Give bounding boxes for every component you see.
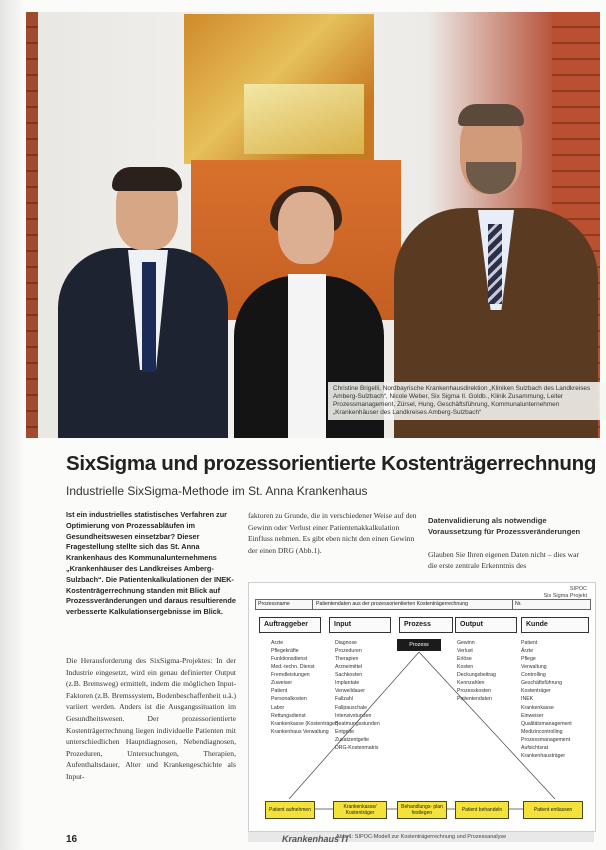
bar-process-label: Prozessname <box>256 600 313 609</box>
sipoc-list-item: Prozessmanagement <box>521 736 571 743</box>
header-process: Prozess <box>399 617 453 633</box>
sipoc-list-item: Deckungsbeitrag <box>457 672 496 679</box>
sipoc-list-item: Einweiser <box>521 712 544 719</box>
sipoc-list-item: Ärzte <box>521 648 534 655</box>
article-subtitle: Industrielle SixSigma-Methode im St. Anna Krankenhaus <box>66 484 368 498</box>
sipoc-list-item: Zuweiser <box>271 680 293 687</box>
header-supplier: Auftraggeber <box>259 617 321 633</box>
sipoc-list-item: Diagnose <box>335 640 357 646</box>
sipoc-list-item: Kostenträger <box>521 688 551 695</box>
sipoc-list-item: Med.-techn. Dienst <box>271 664 315 671</box>
article-lead: Ist ein industrielles statistisches Verfahren zur Optimierung von Prozessabläufen im Gesundheitswesen einsetzbar? Dieser Fragestellung stellte sich das St. Anna Krankenhaus des Kommunalunternehmens „Krankenhäuser des Landkreises Amberg-Sulzbach“. Die Patientenkalkulationen der INEK-Kostenträgerrechnung standen mit Blick auf Prozessveränderungen und daraus resultierende verbesserte Kalkulationsergebnisse im Blick. <box>66 510 236 617</box>
brick-wall-left <box>26 12 38 438</box>
process-connector-lines <box>249 583 595 831</box>
person-middle-head <box>278 192 334 264</box>
sipoc-figure <box>248 582 596 832</box>
sipoc-list-item: Fremdleistungen <box>271 672 310 679</box>
sipoc-list-item: Krankenhausträger <box>521 752 566 759</box>
sipoc-list-item: Geschäftsführung <box>521 680 562 687</box>
sipoc-list-item: Entgelte <box>335 728 355 735</box>
sipoc-list-item: Beatmungsstunden <box>335 720 380 727</box>
sipoc-list-item: Arzte <box>271 640 284 646</box>
sipoc-list-item: Pflegekräfte <box>271 648 299 655</box>
sipoc-list-item: Therapien <box>335 656 359 663</box>
page-number: 16 <box>66 834 78 845</box>
page-gutter-shadow <box>0 0 26 850</box>
sipoc-list-item: Erlöse <box>457 656 472 663</box>
sipoc-list-item: DRG-Kostenmatrix <box>335 744 379 751</box>
person-left-tie <box>142 262 156 372</box>
sipoc-list-item: Zusatzentgelte <box>335 736 370 743</box>
sipoc-list-item: Patientendaten <box>457 696 492 703</box>
painting-detail <box>244 84 364 154</box>
sipoc-list-item: Intensivstunden <box>335 712 372 719</box>
sipoc-list-item: Patient <box>271 688 288 695</box>
person-middle-blouse <box>288 274 326 438</box>
person-left-hair <box>112 167 182 191</box>
article-photo <box>26 12 600 438</box>
figure-brand: SIPOC Six Sigma Projekt <box>543 586 587 599</box>
header-output: Output <box>455 617 517 633</box>
article-body-col2: faktoren zu Grunde, die in verschiedener Weise auf den Gewinn oder Verlust einer Patientenakkalkulation Einfluss nehmen. Es gibt eben nicht den einen Gewinn der einen DRG (Abb.1). <box>248 511 417 555</box>
header-input: Input <box>329 617 391 633</box>
sipoc-list-item: Verlust <box>457 648 473 655</box>
step-plan: Behandlungs- plan festlegen <box>397 801 447 819</box>
sipoc-list-item: Pflege <box>521 656 536 663</box>
sipoc-list-item: Krankenkasse (Kostenträger) <box>271 720 339 727</box>
sipoc-list-item: Verweildauer <box>335 688 365 695</box>
sipoc-list-item: Krankenhaus Verwaltung <box>271 728 329 735</box>
sipoc-list-item: Prozeduren <box>335 648 362 655</box>
sipoc-list-item: Aufsichtsrat <box>521 744 549 751</box>
person-right-hair <box>458 104 524 126</box>
sipoc-list-item: Kosten <box>457 664 474 671</box>
figure-caption: Abb. 1: SIPOC-Modell zur Kostenträgerrechnung und Prozessanalyse <box>248 832 594 842</box>
sipoc-list-item: Gewinn <box>457 640 475 646</box>
process-box: Prozess <box>397 639 441 651</box>
person-right-tie <box>488 224 502 304</box>
sipoc-list-item: Fallzahl <box>335 696 353 703</box>
step-treat: Patient behandeln <box>455 801 509 819</box>
sipoc-list-item: Prozesskosten <box>457 688 492 695</box>
step-admit: Patient aufnehmen <box>265 801 315 819</box>
sipoc-list-item: Personalkosten <box>271 696 307 703</box>
sipoc-list-item: Fallpauschale <box>335 704 368 711</box>
bar-number: Nr. <box>512 600 575 609</box>
sipoc-list-item: Krankenkasse <box>521 704 554 711</box>
sipoc-list-item: Patient <box>521 640 538 646</box>
sipoc-list-item: Kennzahlen <box>457 680 485 687</box>
sipoc-list-item: Labor <box>271 704 285 711</box>
section-text: Glauben Sie Ihren eigenen Daten nicht – dies war die erste zentrale Erkenntnis des <box>428 550 579 571</box>
sipoc-list-item: Verwaltung <box>521 664 547 671</box>
sipoc-list-item: INEK <box>521 696 534 703</box>
sipoc-list-item: Arzneimittel <box>335 664 363 671</box>
article-body-col1: Die Herausforderung des SixSigma-Projektes: In der Industrie eingesetzt, wird ein genau definierter Output (z.B. Bremsweg) ermittelt, indem die möglichen Input-Faktoren (z.B. Bremssystem, Bodenbeschaffenheit u.ä.) variiert werden. Anders ist die Ausgangssituation im Gesundheitswesen. Der prozessorientierte Kostenträgerrechnung liegen individuelle Patienten mit unterschiedlichen Hauptdiagnosen, Nebendiagnosen, Prozeduren, Untersuchungen, Therapien, Aufenthaltsdauer, Alter und Krankengeschichte als Input- <box>66 656 236 782</box>
step-discharge: Patient entlassen <box>523 801 583 819</box>
sipoc-list-item: Qualitätsmanagement <box>521 720 572 727</box>
magazine-logo: Krankenhaus IT <box>282 834 350 844</box>
sipoc-list-item: Sachkosten <box>335 672 363 679</box>
step-insurer: Krankenkasse/ Kostenträger <box>333 801 387 819</box>
sipoc-list-item: Rettungsdienst <box>271 712 306 719</box>
header-customer: Kunde <box>521 617 589 633</box>
sipoc-list-item: Funktionsdienst <box>271 656 308 663</box>
article-title: SixSigma und prozessorientierte Kostenträgerrechnung <box>66 452 597 475</box>
sipoc-list-item: Controlling <box>521 672 546 679</box>
sipoc-list-item: Implantate <box>335 680 360 687</box>
section-heading: Datenvalidierung als notwendige Voraussetzung für Prozessveränderungen <box>428 516 581 537</box>
sipoc-list-item: Medizincontrolling <box>521 728 563 735</box>
bar-description: Patientendaten aus der prozessorientierten Kostenträgerrechnung <box>316 601 468 607</box>
photo-caption: Christine Brigelli, Nordbayrische Krankenhausdirektion „Kliniken Sulzbach des Landkreises Amberg-Sulzbach“, Nicole Weber, Six Sigma II. Goldb., Klinik Zusammung, Leiter Prozessmanagement, Zürsel, Hung, Geschäftsführung, Kommunalunternehmen „Krankenhäuser des Landkreises Amberg-Sulzbach“ <box>328 382 606 420</box>
